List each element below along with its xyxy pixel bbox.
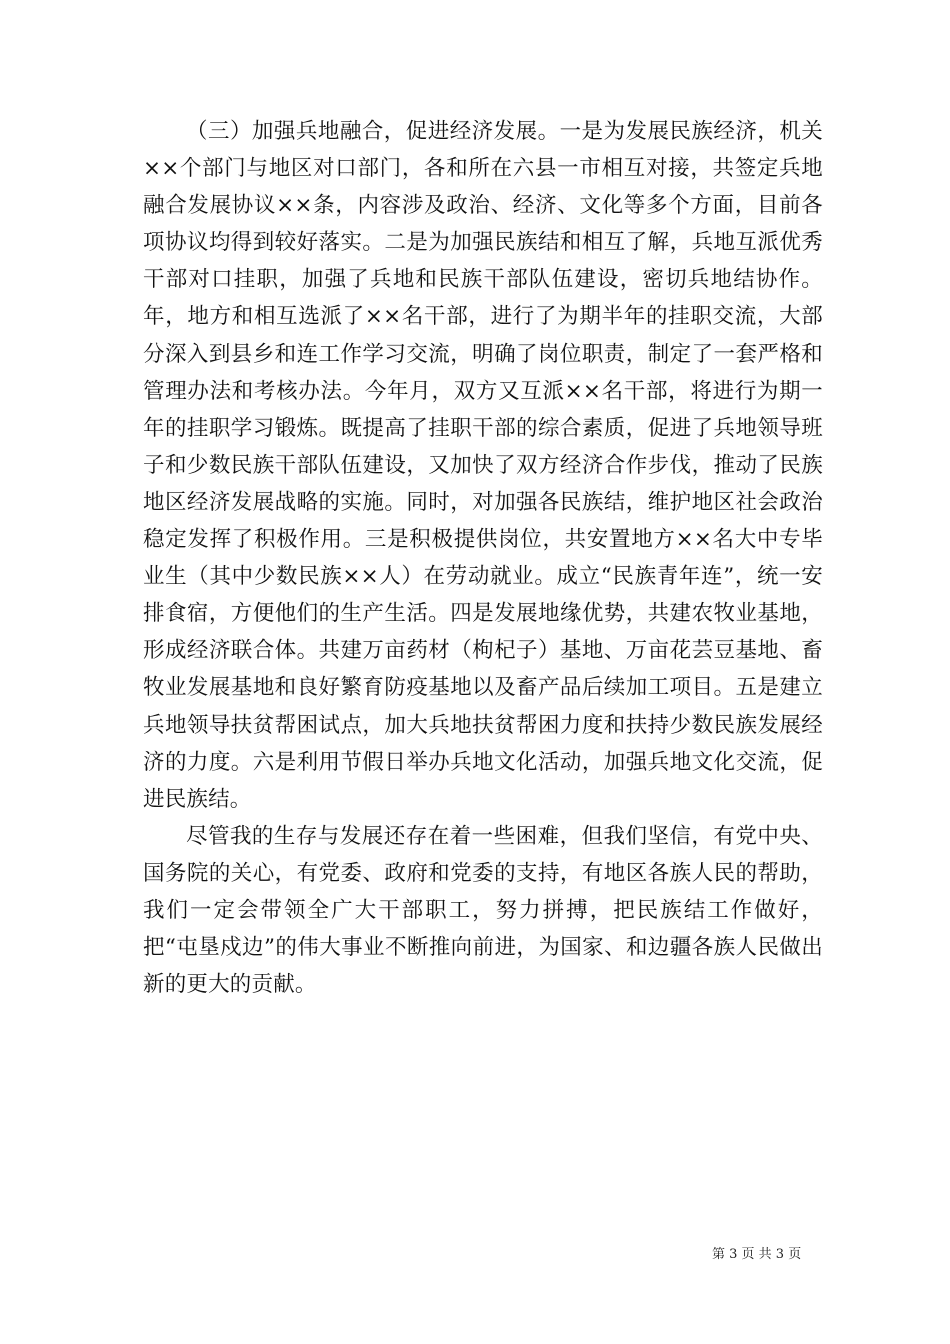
document-body: [143, 113, 823, 1003]
paragraph-economic-development: （三）加强兵地融合，促进经济发展。一是为发展民族经济，机关××个部门与地区对口部门，各和所在六县一市相互对接，共签定兵地融合发展协议××条，内容涉及政治、经济、文化等多个方面，目前各项协议均得到较好落实。二是为加强民族结和相互了解，兵地互派优秀干部对口挂职，加强了兵地和民族干部队伍建设，密切兵地结协作。年，地方和相互选派了××名干部，进行了为期半年的挂职交流，大部分深入到县乡和连工作学习交流，明确了岗位职责，制定了一套严格和管理办法和考核办法。今年月，双方又互派××名干部，将进行为期一年的挂职学习锻炼。既提高了挂职干部的综合素质，促进了兵地领导班子和少数民族干部队伍建设，又加快了双方经济合作步伐，推动了民族地区经济发展战略的实施。同时，对加强各民族结，维护地区社会政治稳定发挥了积极作用。三是积极提供岗位，共安置地方××名大中专毕业生（其中少数民族××人）在劳动就业。成立“民族青年连”，统一安排食宿，方便他们的生产生活。四是发展地缘优势，共建农牧业基地，形成经济联合体。共建万亩药材（枸杞子）基地、万亩花芸豆基地、畜牧业发展基地和良好繁育防疫基地以及畜产品后续加工项目。五是建立兵地领导扶贫帮困试点，加大兵地扶贫帮困力度和扶持少数民族发展经济的力度。六是利用节假日举办兵地文化活动，加强兵地文化交流，促进民族结。: [143, 119, 823, 812]
page-number-footer: 第 3 页 共 3 页: [712, 1247, 802, 1262]
paragraph-conclusion: 尽管我的生存与发展还存在着一些困难，但我们坚信，有党中央、国务院的关心，有党委、政府和党委的支持，有地区各族人民的帮助，我们一定会带领全广大干部职工，努力拼搏，把民族结工作做好，把“屯垦戍边”的伟大事业不断推向前进，为国家、和边疆各族人民做出新的更大的贡献。: [143, 823, 823, 998]
